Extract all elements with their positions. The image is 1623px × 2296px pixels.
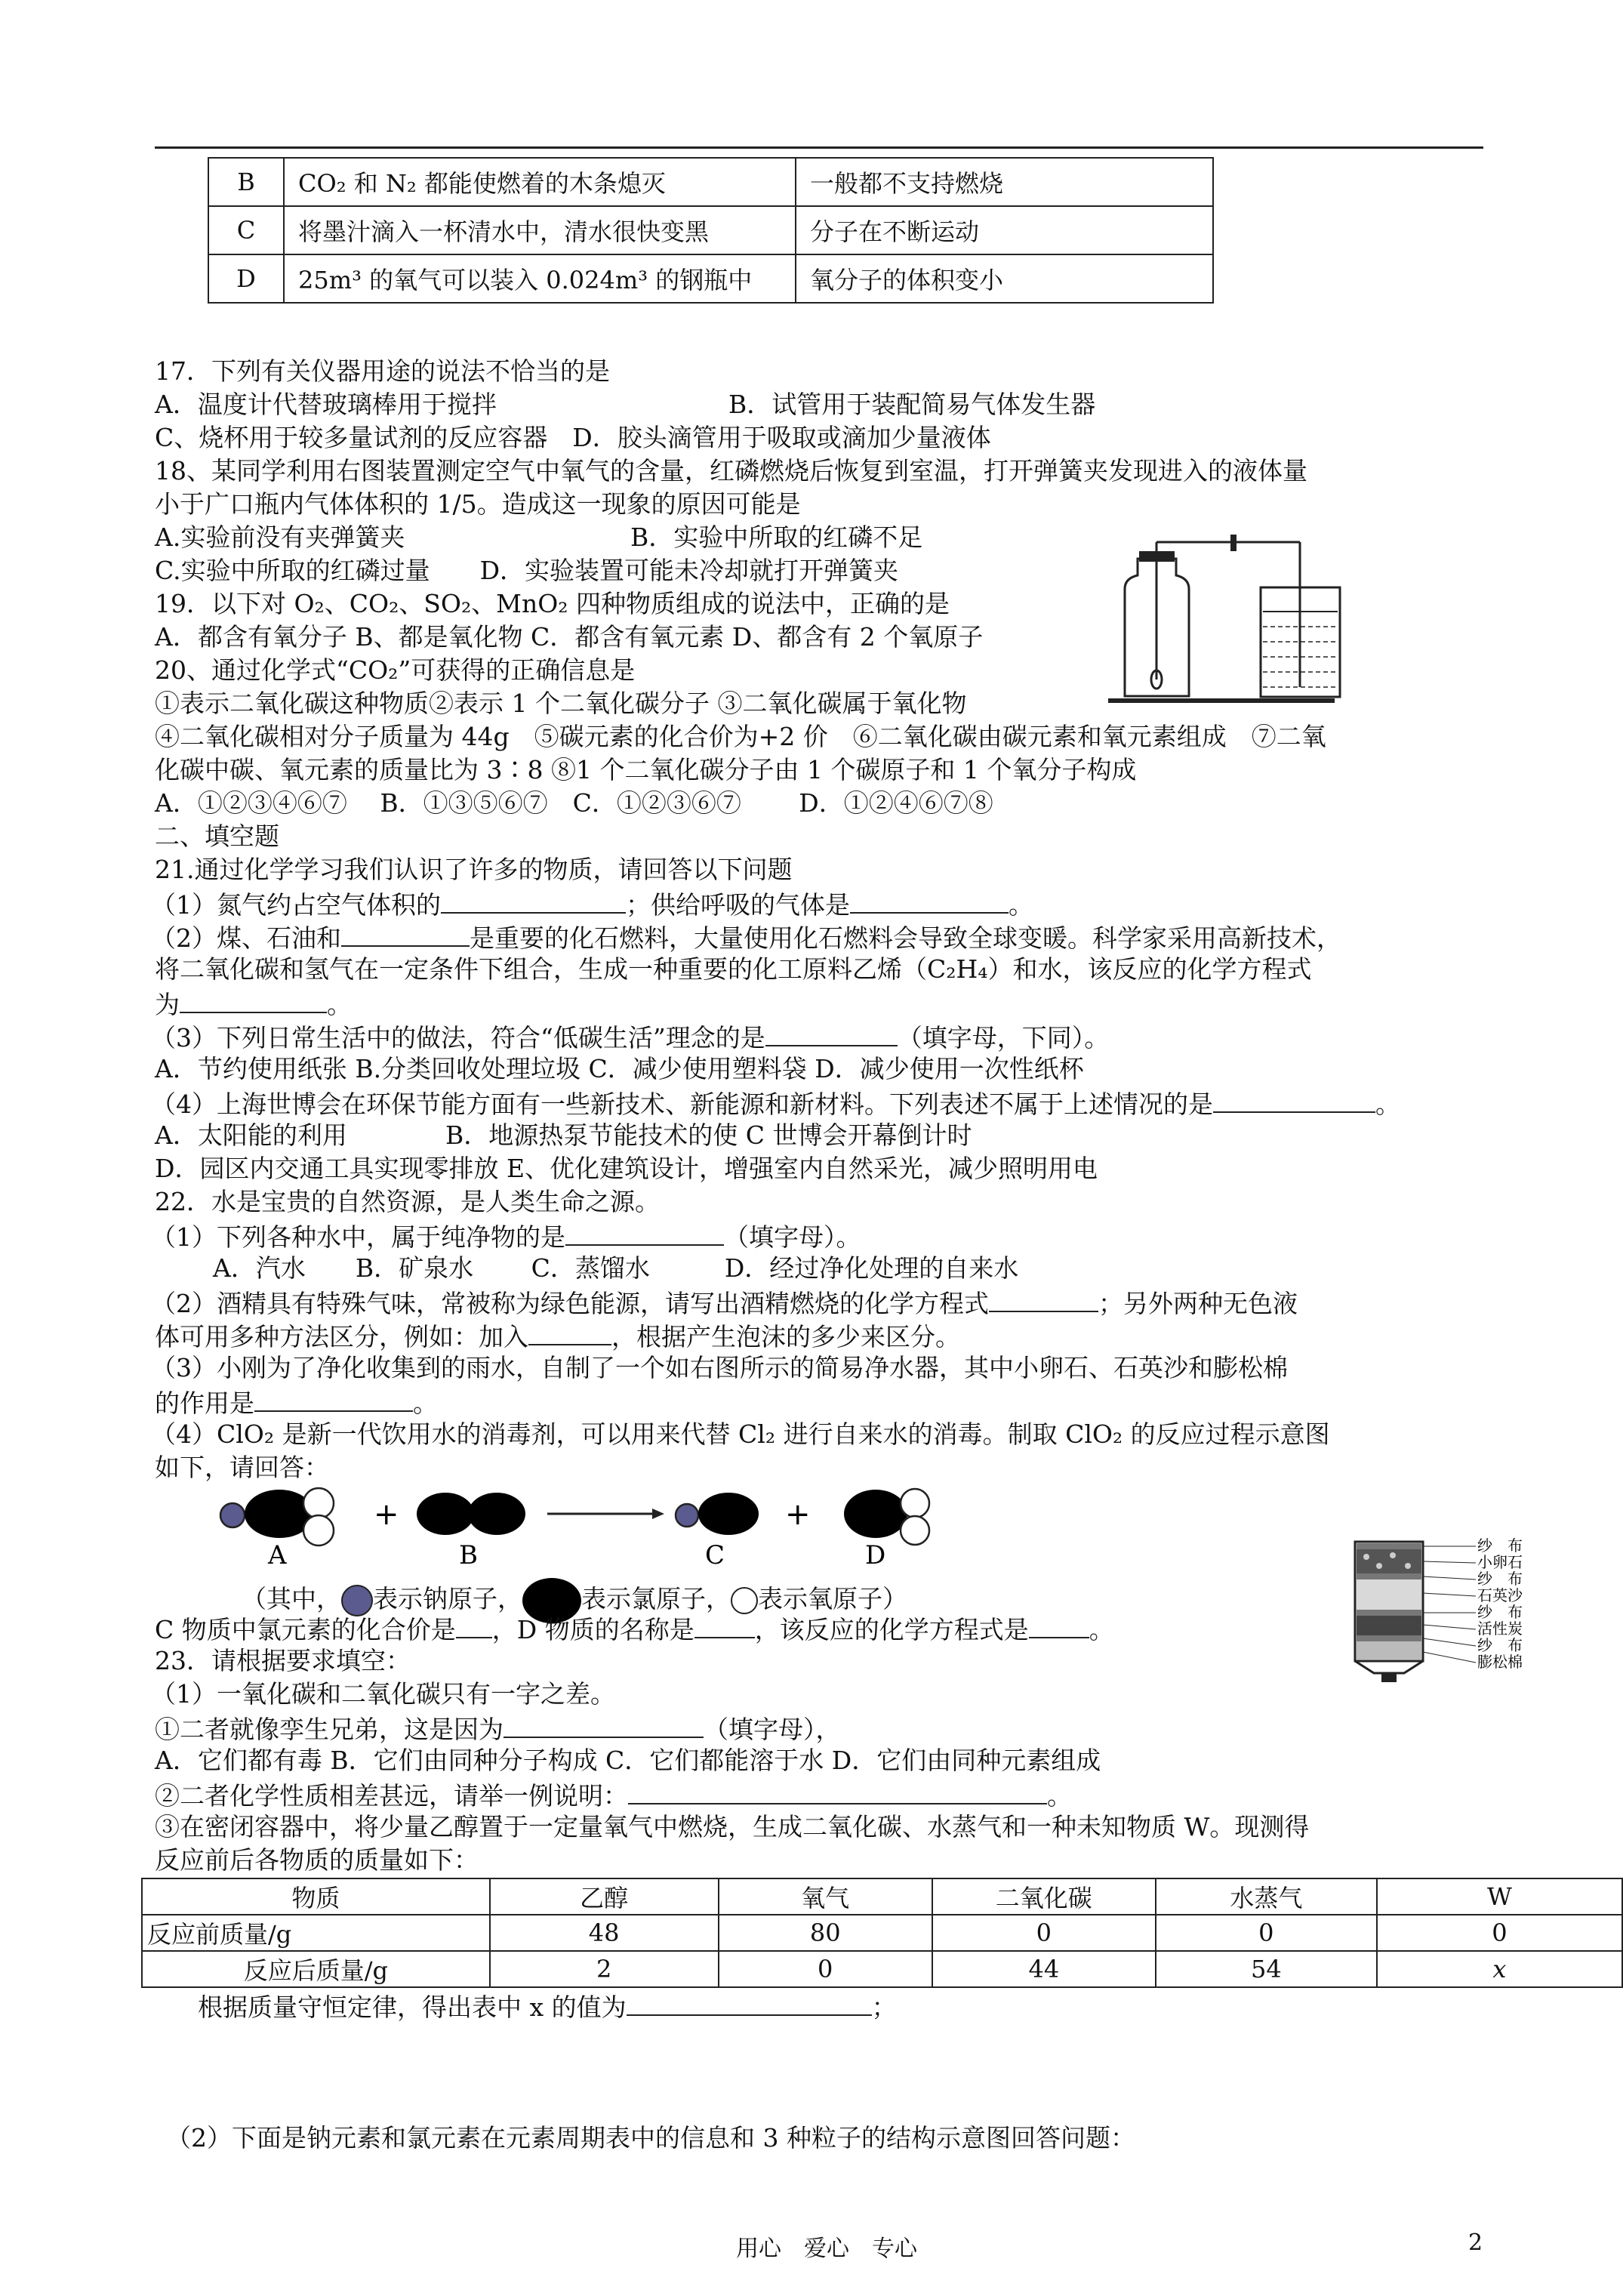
q17-options-cd: C、烧杯用于较多量试剂的反应容器 D．胶头滴管用于吸取或滴加少量液体 <box>155 423 991 452</box>
q21-part4-option-bc: B．地源热泵节能技术的使 C 世博会开幕倒计时 <box>445 1120 972 1150</box>
q23-part1: （1）一氧化碳和二氧化碳只有一字之差。 <box>151 1679 615 1709</box>
q21-part4-text: （4）上海世博会在环保节能方面有一些新技术、新能源和新材料。下列表述不属于上述情况的是 <box>151 1089 1213 1119</box>
label-a: A <box>268 1540 287 1567</box>
q23-x-question: 根据质量守恒定律，得出表中 x 的值为 ； <box>198 1989 897 2024</box>
oxygen-atom <box>303 1488 334 1518</box>
table-header: 乙醇 <box>490 1878 719 1915</box>
q17-stem: 17．下列有关仪器用途的说法不恰当的是 <box>155 356 610 386</box>
q23-x-text: 根据质量守恒定律，得出表中 x 的值为 <box>198 1992 627 2022</box>
filter-label: 纱 布 <box>1477 1536 1523 1555</box>
molecule-d <box>844 1489 929 1545</box>
table-cell: 80 <box>719 1915 932 1951</box>
table-header: 氧气 <box>719 1878 932 1915</box>
table-row <box>208 158 1213 206</box>
q22-part4: （4）ClO₂ 是新一代饮用水的消毒剂，可以用来代替 Cl₂ 进行自来水的消毒。制取 ClO₂ 的反应过程示意图 <box>151 1419 1330 1449</box>
water-filter-figure <box>1340 1533 1566 1684</box>
filter-labels <box>1423 1536 1523 1671</box>
explanation-cell: 一般都不支持燃烧 <box>796 158 1213 206</box>
q18-option-a: A.实验前没有夹弹簧夹 <box>155 522 405 552</box>
page-number: 2 <box>1468 2230 1483 2256</box>
q21-part4-option-a: A．太阳能的利用 <box>155 1120 347 1150</box>
chlorine-atom <box>468 1493 525 1535</box>
q18-stem: 18、某同学利用右图装置测定空气中氧气的含量，红磷燃烧后恢复到室温，打开弹簧夹发现进入的液体量 <box>155 456 1307 485</box>
q22-stem: 22．水是宝贵的自然资源，是人类生命之源。 <box>155 1187 660 1216</box>
q22-part4-question: C 物质中氯元素的化合价是 ，D 物质的名称是 ，该反应的化学方程式是 。 <box>155 1611 1114 1647</box>
q23-part1-text-c: ②二者化学性质相差甚远，请举一例说明： <box>155 1781 628 1811</box>
option-cell: C <box>208 206 284 254</box>
table-cell: 44 <box>932 1951 1156 1987</box>
answer-blank[interactable] <box>565 1219 724 1246</box>
section-title: 二、填空题 <box>155 821 279 851</box>
q21-part1-text-b: ；供给呼吸的气体是 <box>626 890 850 920</box>
answer-blank[interactable] <box>504 1711 704 1738</box>
plus-sign: + <box>785 1497 811 1532</box>
oxygen-apparatus-figure <box>1102 529 1344 706</box>
q20-item-3: 化碳中碳、氧元素的质量比为 3∶8 ⑧1 个二氧化碳分子由 1 个碳原子和 1 个氧分子构成 <box>155 755 1137 784</box>
q21-part3-text-a: （3）下列日常生活中的做法，符合“低碳生活”理念的是 <box>151 1023 765 1052</box>
table-header-row <box>142 1878 1622 1915</box>
legend-text-a: （其中， <box>242 1584 341 1613</box>
plus-sign: + <box>374 1497 399 1532</box>
filter-label: 纱 布 <box>1477 1603 1523 1621</box>
answer-blank[interactable] <box>628 1777 1047 1804</box>
q23-part1-c-line2: 反应前后各物质的质量如下： <box>155 1845 479 1875</box>
q20-item-1: ①表示二氧化碳这种物质②表示 1 个二氧化碳分子 ③二氧化碳属于氧化物 <box>155 689 967 718</box>
q17-option-b: B．试管用于装配简易气体发生器 <box>728 390 1096 419</box>
q22-part3-line2: 的作用是 。 <box>155 1385 438 1420</box>
q18-options-cd: C.实验中所取的红磷过量 D．实验装置可能未冷却就打开弹簧夹 <box>155 556 899 585</box>
q22-part3-text-b: 的作用是 <box>155 1388 254 1418</box>
option-cell: D <box>208 254 284 303</box>
table-cell: 0 <box>1156 1915 1377 1951</box>
explanation-table <box>208 157 1214 304</box>
table-header: 物质 <box>142 1878 490 1915</box>
q23-part1-text-b: （填字母）， <box>704 1715 841 1744</box>
explanation-cell: 分子在不断运动 <box>796 206 1213 254</box>
q22-part2 <box>151 1285 1298 1321</box>
filter-label: 石英沙 <box>1477 1586 1523 1604</box>
q23-stem: 23．请根据要求填空： <box>155 1646 411 1675</box>
q22-part1-text-b: （填字母）。 <box>724 1222 861 1252</box>
q23-part1-a <box>155 1711 841 1746</box>
label-d: D <box>865 1540 886 1567</box>
chlorine-atom <box>844 1490 907 1538</box>
q22-part1-text-a: （1）下列各种水中，属于纯净物的是 <box>151 1222 565 1252</box>
q22-part1 <box>151 1219 861 1254</box>
q21-part3 <box>151 1019 1109 1055</box>
molecule-a <box>220 1488 334 1546</box>
legend-text-d: 表示氧原子） <box>758 1584 907 1613</box>
legend-text-b: 表示钠原子， <box>373 1584 522 1613</box>
answer-blank[interactable] <box>441 886 626 914</box>
fact-cell: 将墨汁滴入一杯清水中，清水很快变黑 <box>284 206 796 254</box>
chlorine-atom <box>698 1493 759 1535</box>
q19-options: A．都含有氧分子 B、都是氧化物 C．都含有氧元素 D、都含有 2 个氧原子 <box>155 622 984 652</box>
table-cell: 48 <box>490 1915 719 1951</box>
oxygen-atom <box>901 1516 929 1545</box>
q22-part2-text-c: 体可用多种方法区分，例如：加入 <box>155 1322 528 1351</box>
answer-blank[interactable] <box>341 920 470 947</box>
table-cell: 0 <box>719 1951 932 1987</box>
table-cell: 反应前质量/g <box>142 1915 490 1951</box>
q22-part4-text-c: C 物质中氯元素的化合价是 <box>155 1615 456 1644</box>
q20-stem: 20、通过化学式“CO₂”可获得的正确信息是 <box>155 655 636 685</box>
filter-label: 膨松棉 <box>1477 1653 1523 1671</box>
q22-part2-text-a: （2）酒精具有特殊气味，常被称为绿色能源，请写出酒精燃烧的化学方程式 <box>151 1289 989 1318</box>
q23-part2: （2）下面是钠元素和氯元素在元素周期表中的信息和 3 种粒子的结构示意图回答问题： <box>166 2123 1135 2153</box>
answer-blank[interactable] <box>1029 1611 1089 1638</box>
table-header: 二氧化碳 <box>932 1878 1156 1915</box>
oxygen-atom <box>303 1515 334 1546</box>
q22-part2-text-b: ；另外两种无色液 <box>1098 1289 1298 1318</box>
q18-option-b: B．实验中所取的红磷不足 <box>630 522 923 552</box>
q21-part2-line2: 将二氧化碳和氢气在一定条件下组合，生成一种重要的化工原料乙烯（C₂H₄）和水，该反应的化学方程式 <box>155 954 1312 984</box>
table-cell: 0 <box>1377 1915 1622 1951</box>
option-cell: B <box>208 158 284 206</box>
answer-blank[interactable] <box>850 886 1009 914</box>
table-cell: 反应后质量/g <box>142 1951 490 1987</box>
q22-part2-line2 <box>155 1318 960 1354</box>
table-row <box>208 254 1213 303</box>
answer-blank[interactable] <box>528 1318 611 1345</box>
legend-text-c: 表示氯原子， <box>581 1584 731 1613</box>
q22-part2-text-d: ，根据产生泡沫的多少来区分。 <box>611 1322 960 1351</box>
answer-blank[interactable] <box>694 1611 755 1638</box>
filter-label: 纱 布 <box>1477 1636 1523 1654</box>
table-cell: 54 <box>1156 1951 1377 1987</box>
chlorine-atom <box>417 1493 474 1535</box>
q21-part4-options-de: D．园区内交通工具实现零排放 E、优化建筑设计，增强室内自然采光，减少照明用电 <box>155 1154 1098 1183</box>
q23-part1-options: A．它们都有毒 B．它们由同种分子构成 C．它们都能溶于水 D．它们由同种元素组成 <box>155 1746 1101 1775</box>
q20-item-2: ④二氧化碳相对分子质量为 44g ⑤碳元素的化合价为+2 价 ⑥二氧化碳由碳元素和氧元素组成 ⑦二氧 <box>155 722 1326 751</box>
fact-cell: CO₂ 和 N₂ 都能使燃着的木条熄灭 <box>284 158 796 206</box>
q21-part3-options: A．节约使用纸张 B.分类回收处理垃圾 C．减少使用塑料袋 D．减少使用一次性纸杯 <box>155 1054 1084 1083</box>
mass-table <box>141 1878 1623 1988</box>
table-cell: 2 <box>490 1951 719 1987</box>
oxygen-legend-icon <box>731 1587 758 1614</box>
answer-blank[interactable] <box>1213 1086 1375 1113</box>
q21-part2 <box>151 920 1341 955</box>
q18-stem-2: 小于广口瓶内气体体积的 1/5。造成这一现象的原因可能是 <box>155 489 801 519</box>
q23-part1-c: ③在密闭容器中，将少量乙醇置于一定量氧气中燃烧，生成二氧化碳、水蒸气和一种未知物质 W。现测得 <box>155 1812 1310 1841</box>
q22-part3: （3）小刚为了净化收集到的雨水，自制了一个如右图所示的简易净水器，其中小卵石、石英沙和膨松棉 <box>151 1353 1288 1382</box>
q20-options: A．①②③④⑥⑦ B．①③⑤⑥⑦ C．①②③⑥⑦ D．①②④⑥⑦⑧ <box>155 788 993 818</box>
footer-slogan: 用心 爱心 专心 <box>736 2236 917 2262</box>
label-c: C <box>705 1540 725 1567</box>
table-cell: 0 <box>932 1915 1156 1951</box>
table-header: 水蒸气 <box>1156 1878 1377 1915</box>
table-row <box>208 206 1213 254</box>
explanation-cell: 氧分子的体积变小 <box>796 254 1213 303</box>
reaction-diagram <box>211 1476 966 1567</box>
reaction-arrow-head <box>652 1509 664 1519</box>
header-rule <box>155 146 1483 149</box>
answer-blank[interactable] <box>765 1019 898 1046</box>
oxygen-atom <box>901 1489 929 1518</box>
q21-part2-line3: 为 。 <box>155 986 352 1022</box>
table-row <box>142 1951 1622 1987</box>
q23-part1-b: ②二者化学性质相差甚远，请举一例说明： 。 <box>155 1777 1072 1813</box>
q23-part1-text-a: ①二者就像孪生兄弟，这是因为 <box>155 1715 504 1744</box>
q22-part4-text-d: ，D 物质的名称是 <box>491 1615 694 1644</box>
filter-label: 活性炭 <box>1477 1620 1523 1638</box>
label-b: B <box>459 1540 478 1567</box>
molecule-c <box>676 1493 759 1535</box>
q22-part4-text-e: ，该反应的化学方程式是 <box>754 1615 1029 1644</box>
q21-part4: （4）上海世博会在环保节能方面有一些新技术、新能源和新材料。下列表述不属于上述情况的是 。 <box>151 1086 1400 1121</box>
filter-label: 小卵石 <box>1477 1553 1523 1571</box>
q21-part1: （1）氮气约占空气体积的 ；供给呼吸的气体是 。 <box>151 886 1033 922</box>
sodium-atom <box>676 1504 698 1527</box>
q21-part2-text-d: 为 <box>155 990 180 1019</box>
q21-stem: 21.通过化学学习我们认识了许多的物质，请回答以下问题 <box>155 855 793 884</box>
q17-option-a: A．温度计代替玻璃棒用于搅拌 <box>155 390 497 419</box>
fact-cell: 25m³ 的氧气可以装入 0.024m³ 的钢瓶中 <box>284 254 796 303</box>
q21-part2-text-a: （2）煤、石油和 <box>151 923 341 953</box>
answer-blank[interactable] <box>627 1989 872 2016</box>
q21-part2-text-b: 是重要的化石燃料，大量使用化石燃料会导致全球变暖。科学家采用高新技术， <box>470 923 1341 953</box>
table-header: W <box>1377 1878 1622 1915</box>
q19-stem: 19．以下对 O₂、CO₂、SO₂、MnO₂ 四种物质组成的说法中，正确的是 <box>155 589 950 618</box>
answer-blank[interactable] <box>180 986 327 1013</box>
q21-part3-text-b: （填字母，下同）。 <box>897 1023 1110 1052</box>
molecule-b <box>417 1493 525 1535</box>
q21-part1-text-a: （1）氮气约占空气体积的 <box>151 890 441 920</box>
sodium-atom <box>220 1503 245 1527</box>
q22-part1-options: A．汽水 B．矿泉水 C．蒸馏水 D．经过净化处理的自来水 <box>213 1253 1019 1283</box>
filter-label: 纱 布 <box>1477 1570 1523 1588</box>
q22-part4-line2: 如下，请回答： <box>155 1453 329 1482</box>
answer-blank[interactable] <box>254 1385 413 1412</box>
table-cell: x <box>1377 1951 1622 1987</box>
answer-blank[interactable] <box>456 1611 492 1638</box>
table-row <box>142 1915 1622 1951</box>
answer-blank[interactable] <box>989 1285 1098 1312</box>
